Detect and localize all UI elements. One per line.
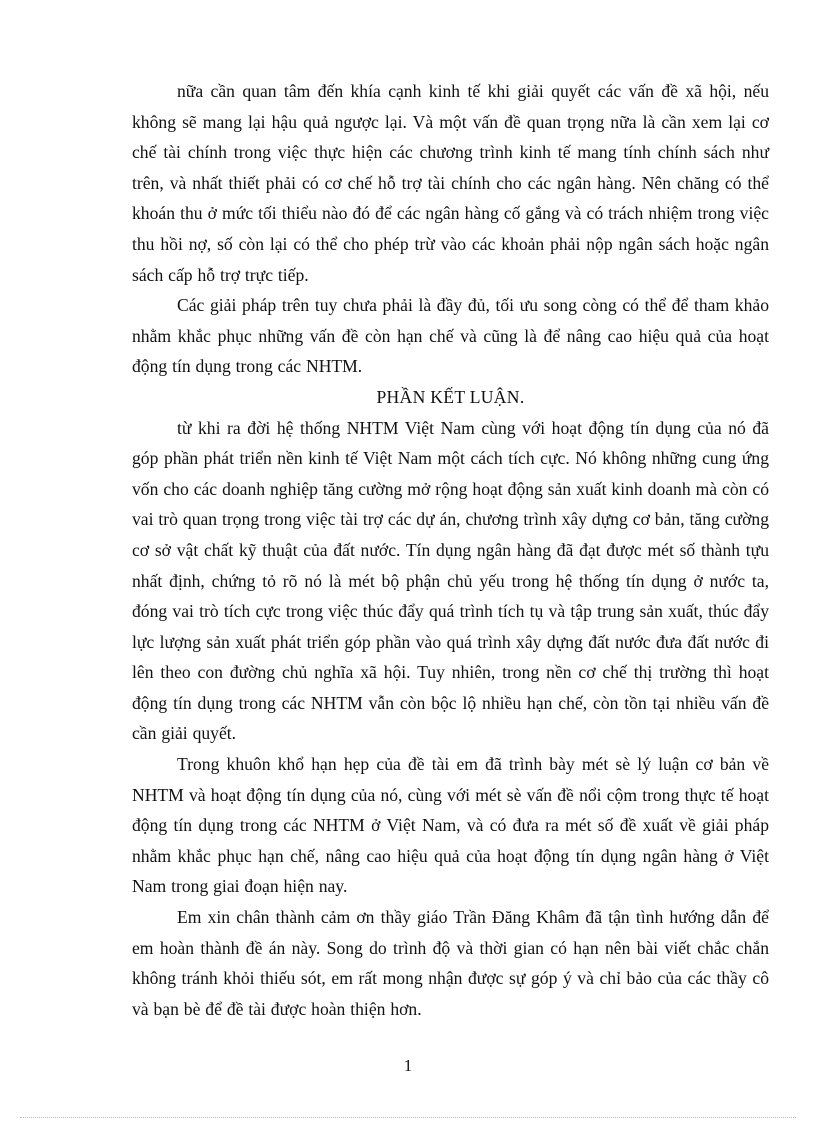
page-content — [132, 76, 769, 1024]
paragraph-solutions-summary: Các giải pháp trên tuy chưa phải là đầy đủ, tối ưu song còng có thể để tham khảo nhằm khắc phục những vấn đề còn hạn chế và cũng là để nâng cao hiệu quả của hoạt động tín dụng trong các NHTM. — [132, 295, 769, 377]
paragraph-conclusion-scope: Trong khuôn khổ hạn hẹp của đề tài em đã trình bày mét sè lý luận cơ bản về NHTM và hoạt động tín dụng của nó, cùng với mét sè vấn đề nổi cộm trong thực tế hoạt động tín dụng trong các NHTM ở Việt Nam, và có đưa ra mét số đề xuất về giải pháp nhằm khắc phục hạn chế, nâng cao hiệu quả của hoạt động tín dụng ngân hàng ở Việt Nam trong giai đoạn hiện nay. — [132, 754, 769, 897]
paragraph-continuation: nữa cần quan tâm đến khía cạnh kinh tế khi giải quyết các vấn đề xã hội, nếu không sẽ mang lại hậu quả ngược lại. Và một vấn đề quan trọng nữa là cần xem lại cơ chế tài chính trong việc thực hiện các chương trình kinh tế mang tính chính sách như trên, và nhất thiết phải có cơ chế hỗ trợ tài chính cho các ngân hàng. Nên chăng có thể khoán thu ở mức tối thiểu nào đó để các ngân hàng cố gắng và có trách nhiệm trong việc thu hồi nợ, số còn lại có thể cho phép trừ vào các khoản phải nộp ngân sách hoặc ngân sách cấp hỗ trợ trực tiếp. — [132, 81, 769, 285]
paragraph-conclusion-overview: từ khi ra đời hệ thống NHTM Việt Nam cùng với hoạt động tín dụng của nó đã góp phần phát triển nền kinh tế Việt Nam một cách tích cực. Nó không những cung ứng vốn cho các doanh nghiệp tăng cường mở rộng hoạt động sản xuất kinh doanh mà còn có vai trò quan trọng trong việc tài trợ các dự án, chương trình xây dựng cơ bản, tăng cường cơ sở vật chất kỹ thuật của đất nước. Tín dụng ngân hàng đã đạt được mét số thành tựu nhất định, chứng tỏ rõ nó là mét bộ phận chủ yếu trong hệ thống tín dụng ở nước ta, đóng vai trò tích cực trong việc thúc đẩy quá trình tích tụ và tập trung sản xuất, thúc đẩy lực lượng sản xuất phát triển góp phần vào quá trình xây dựng đất nước đưa đất nước đi lên theo con đường chủ nghĩa xã hội. Tuy nhiên, trong nền cơ chế thị trường thì hoạt động tín dụng trong các NHTM vẫn còn bộc lộ nhiều hạn chế, còn tồn tại nhiều vấn đề cần giải quyết. — [132, 417, 769, 744]
conclusion-heading: PHẦN KẾT LUẬN. — [376, 386, 525, 407]
page-number: 1 — [403, 1056, 413, 1075]
paragraph-acknowledgement: Em xin chân thành cảm ơn thầy giáo Trần Đăng Khâm đã tận tình hướng dẫn để em hoàn thành đề án này. Song do trình độ và thời gian có hạn nên bài viết chắc chắn không tránh khỏi thiếu sót, em rất mong nhận được sự góp ý và chỉ bảo của các thầy cô và bạn bè để đề tài được hoàn thiện hơn. — [132, 907, 769, 1019]
page-bottom-dotted-rule — [20, 1117, 796, 1118]
